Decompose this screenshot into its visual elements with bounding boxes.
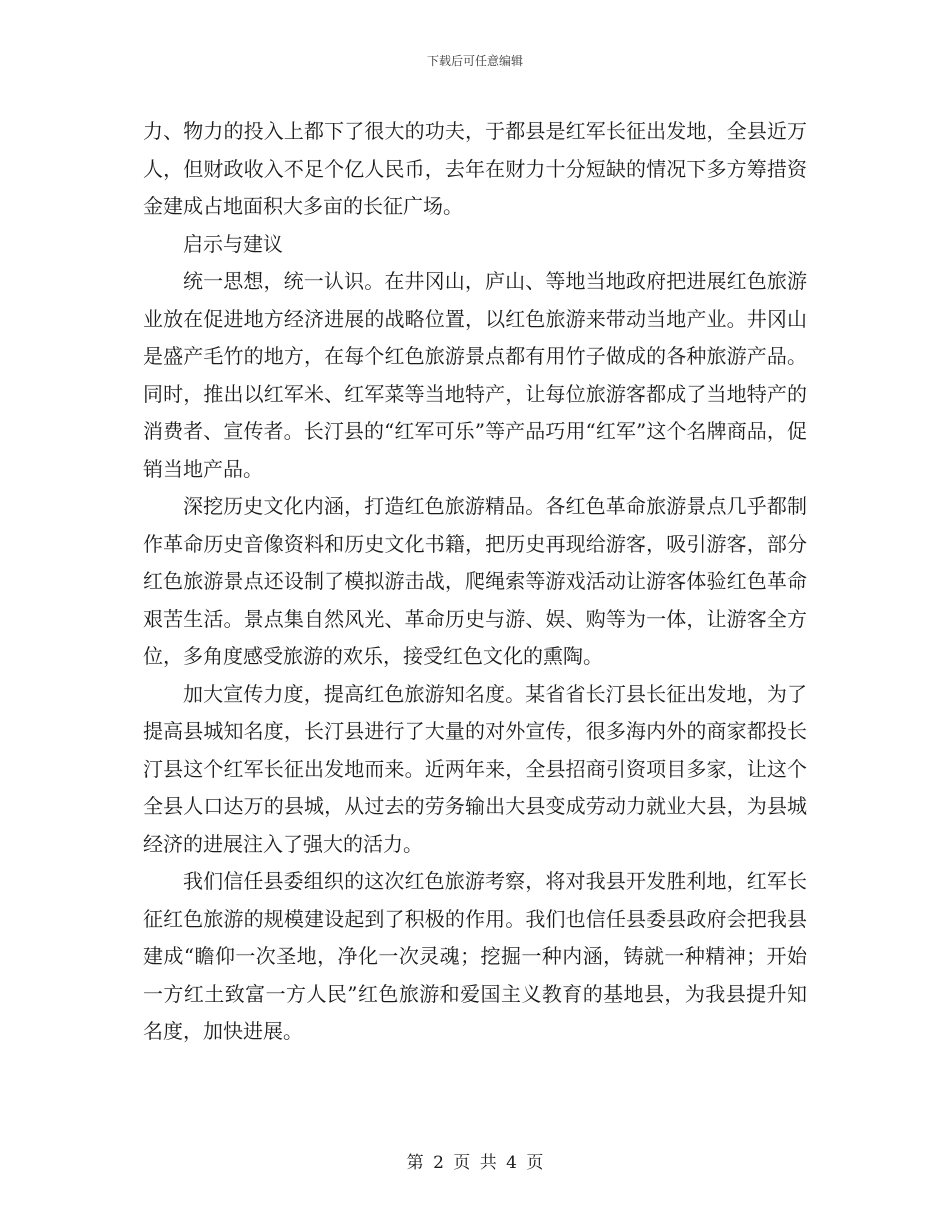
section-heading: 启示与建议 [183,231,283,256]
document-body [143,113,807,1051]
paragraph-6: 我们信任县委组织的这次红色旅游考察，将对我县开发胜利地，红军长征红色旅游的规模建设起到了积极的作用。我们也信任县委县政府会把我县建成“瞻仰一次圣地，净化一次灵魂；挖掘一种内涵，铸就一种精神；开始一方红土致富一方人民”红色旅游和爱国主义教育的基地县，为我县提升知名度，加快进展。 [143,869,807,1043]
paragraph-3: 统一思想，统一认识。在井冈山，庐山、等地当地政府把进展红色旅游业放在促进地方经济进展的战略位置，以红色旅游来带动当地产业。井冈山是盛产毛竹的地方，在每个红色旅游景点都有用竹子做成的各种旅游产品。同时，推出以红军米、红军菜等当地特产，让每位旅游客都成了当地特产的消费者、宣传者。长汀县的“红军可乐”等产品巧用“红军”这个名牌商品，促销当地产品。 [143,269,807,481]
paragraph-5: 加大宣传力度，提高红色旅游知名度。某省省长汀县长征出发地，为了提高县城知名度，长汀县进行了大量的对外宣传，很多海内外的商家都投长汀县这个红军长征出发地而来。近两年来，全县招商引资项目多家，让这个全县人口达万的县城，从过去的劳务输出大县变成劳动力就业大县，为县城经济的进展注入了强大的活力。 [143,681,807,856]
paragraph-4: 深挖历史文化内涵，打造红色旅游精品。各红色革命旅游景点几乎都制作革命历史音像资料和历史文化书籍，把历史再现给游客，吸引游客，部分红色旅游景点还设制了模拟游击战，爬绳索等游戏活动让游客体验红色革命艰苦生活。景点集自然风光、革命历史与游、娱、购等为一体，让游客全方位，多角度感受旅游的欢乐，接受红色文化的熏陶。 [143,494,807,668]
page-header: 下载后可任意编辑 [426,54,523,68]
page-footer: 第 2 页 共 4 页 [406,1153,544,1173]
paragraph-1: 力、物力的投入上都下了很大的功夫，于都县是红军长征出发地，全县近万人，但财政收入不足个亿人民币，去年在财力十分短缺的情况下多方筹措资金建成占地面积大多亩的长征广场。 [143,119,807,218]
